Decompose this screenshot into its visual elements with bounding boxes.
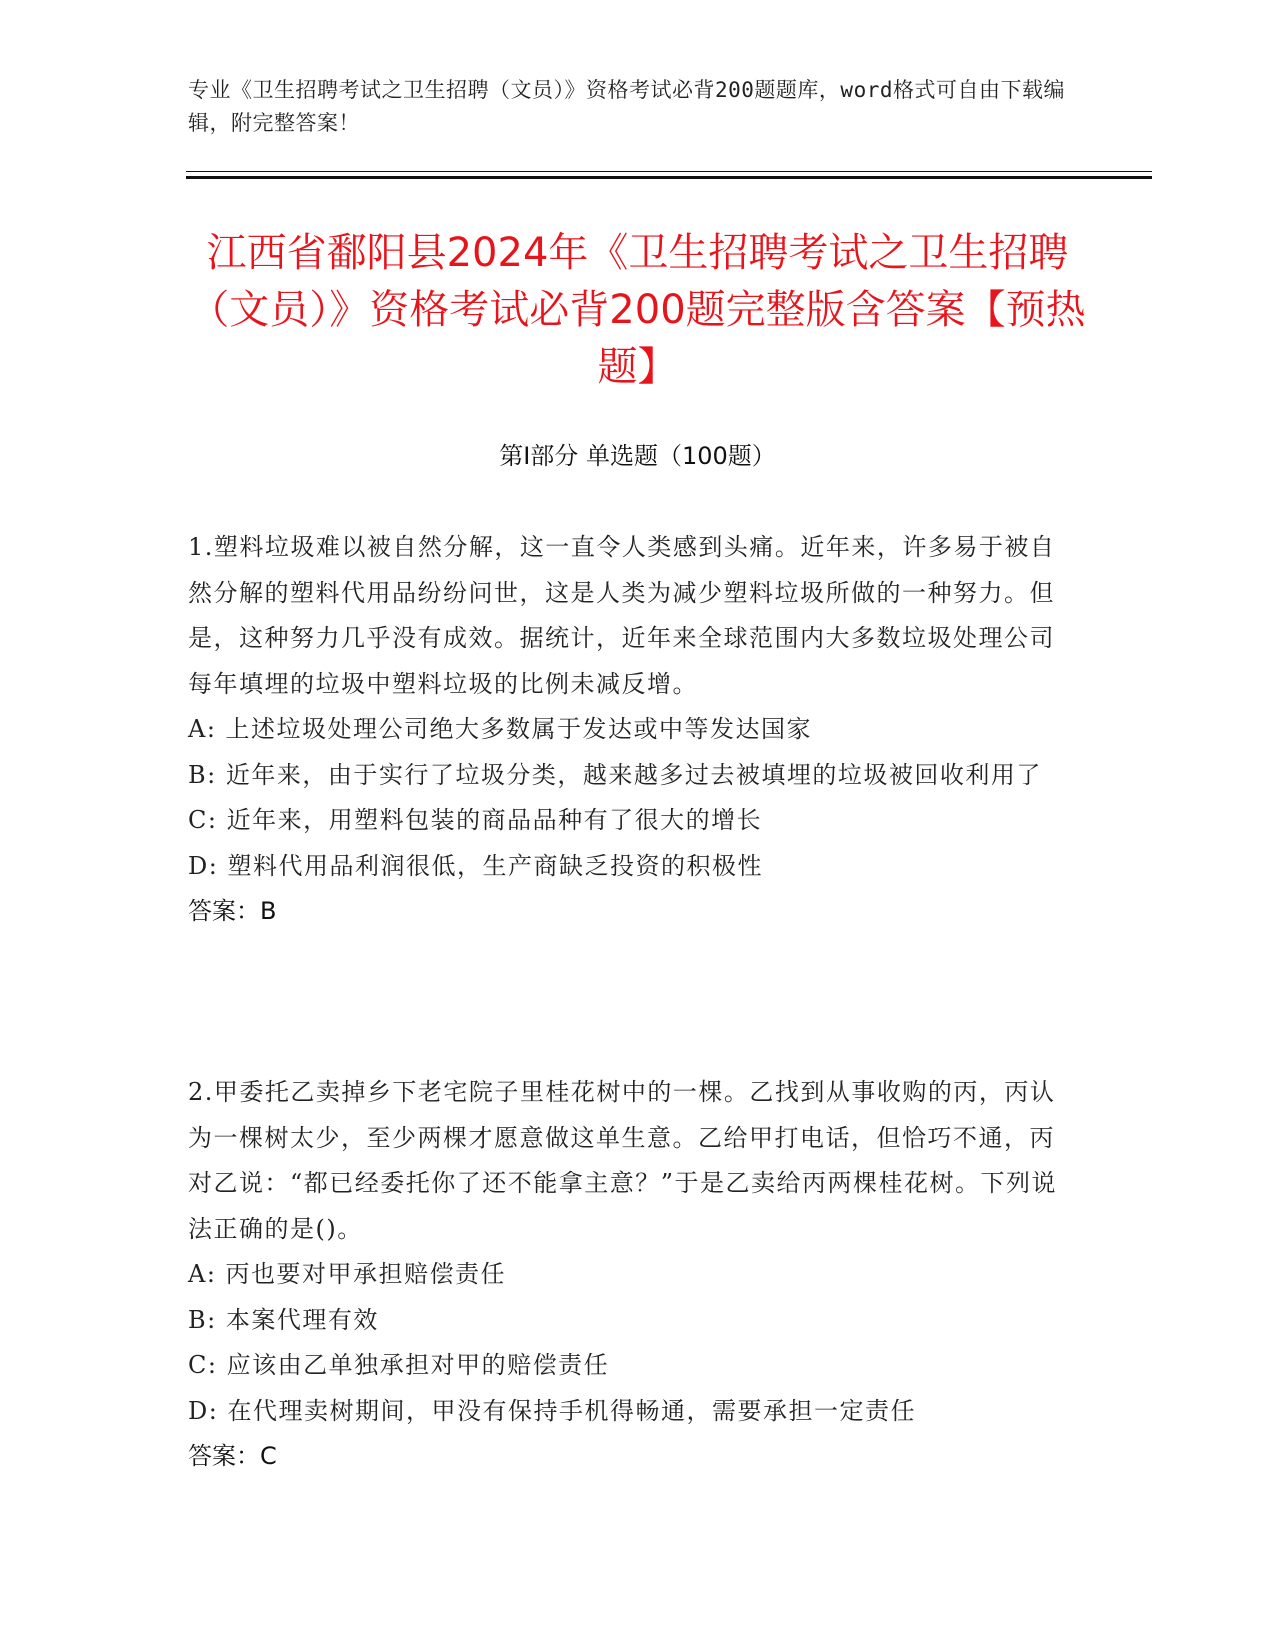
answer: 答案：B (188, 897, 277, 925)
option-d: D: 塑料代用品利润很低，生产商缺乏投资的积极性 (188, 851, 763, 880)
question-2 (188, 1070, 1068, 1479)
option-a: A: 上述垃圾处理公司绝大多数属于发达或中等发达国家 (188, 715, 813, 743)
option-c: C: 应该由乙单独承担对甲的赔偿责任 (188, 1351, 610, 1379)
option-d: D: 在代理卖树期间，甲没有保持手机得畅通，需要承担一定责任 (188, 1396, 916, 1425)
question-1 (188, 525, 1068, 934)
option-c: C: 近年来，用塑料包装的商品品种有了很大的增长 (188, 806, 763, 834)
option-b: B: 本案代理有效 (188, 1305, 379, 1334)
header-divider-top (186, 171, 1152, 172)
header-note: 专业《卫生招聘考试之卫生招聘（文员）》资格考试必背200题题库，word格式可自由下载编辑，附完整答案！ (188, 78, 1065, 135)
section-heading: 第Ⅰ部分 单选题（100题） (499, 442, 776, 470)
header-divider-bottom (186, 176, 1152, 179)
answer: 答案：C (188, 1442, 277, 1470)
option-a: A: 丙也要对甲承担赔偿责任 (188, 1260, 507, 1288)
page-title: 江西省鄱阳县2024年《卫生招聘考试之卫生招聘（文员）》资格考试必背200题完整版含答案【预热题】 (189, 230, 1086, 390)
option-b: B: 近年来，由于实行了垃圾分类，越来越多过去被填埋的垃圾被回收利用了 (188, 760, 1042, 789)
question-stem: 2.甲委托乙卖掉乡下老宅院子里桂花树中的一棵。乙找到从事收购的丙，丙认为一棵树太少，至少两棵才愿意做这单生意。乙给甲打电话，但恰巧不通，丙对乙说：“都已经委托你了还不能拿主意？”于是乙卖给丙两棵桂花树。下列说法正确的是()。 (188, 1078, 1058, 1243)
question-stem: 1.塑料垃圾难以被自然分解，这一直令人类感到头痛。近年来，许多易于被自然分解的塑料代用品纷纷问世，这是人类为减少塑料垃圾所做的一种努力。但是，这种努力几乎没有成效。据统计，近年来全球范围内大多数垃圾处理公司每年填埋的垃圾中塑料垃圾的比例未减反增。 (188, 533, 1056, 698)
